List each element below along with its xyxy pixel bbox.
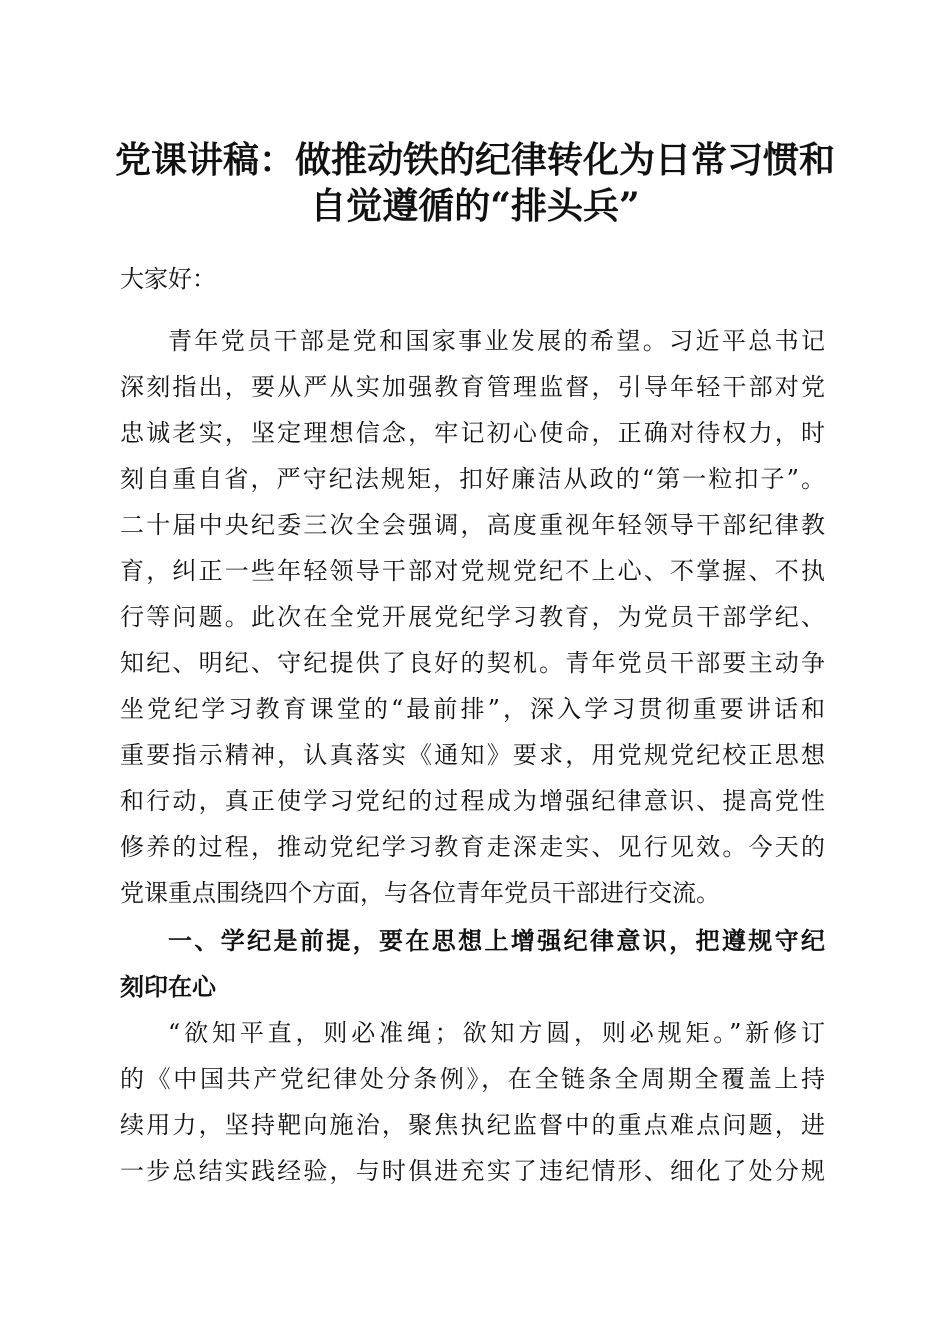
paragraph-line: 育，纠正一些年轻领导干部对党规党纪不上心、不掌握、不执 [120, 557, 825, 585]
paragraph-line: 青年党员干部是党和国家事业发展的希望。习近平总书记 [168, 327, 825, 355]
paragraph-line: 知纪、明纪、守纪提供了良好的契机。青年党员干部要主动争 [120, 649, 825, 677]
paragraph-line: 续用力，坚持靶向施治，聚焦执纪监督中的重点难点问题，进 [120, 1111, 825, 1139]
paragraph-line: 重要指示精神，认真落实《通知》要求，用党规党纪校正思想 [120, 741, 825, 769]
paragraph-line: 一步总结实践经验，与时俱进充实了违纪情形、细化了处分规 [120, 1157, 825, 1185]
document-title-line-2: 自觉遵循的“排头兵” [310, 185, 640, 227]
paragraph-line: “欲知平直，则必准绳；欲知方圆，则必规矩。”新修订 [168, 1019, 825, 1047]
paragraph-line: 和行动，真正使学习党纪的过程成为增强纪律意识、提高党性 [120, 787, 825, 815]
paragraph-line: 的《中国共产党纪律处分条例》，在全链条全周期全覆盖上持 [120, 1065, 825, 1093]
paragraph-line: 二十届中央纪委三次全会强调，高度重视年轻领导干部纪律教 [120, 511, 825, 539]
heading-line: 一、学纪是前提，要在思想上增强纪律意识，把遵规守纪 [168, 927, 825, 955]
paragraph-line: 修养的过程，推动党纪学习教育走深走实、见行见效。今天的 [120, 833, 825, 861]
paragraph-line: 忠诚老实，坚定理想信念，牢记初心使命，正确对待权力，时 [120, 419, 825, 447]
heading-line: 刻印在心 [120, 973, 216, 1001]
paragraph-line: 刻自重自省，严守纪法规矩，扣好廉洁从政的“第一粒扣子”。 [120, 465, 825, 493]
paragraph-line: 党课重点围绕四个方面，与各位青年党员干部进行交流。 [120, 879, 720, 907]
paragraph-line: 坐党纪学习教育课堂的“最前排”，深入学习贯彻重要讲话和 [120, 695, 825, 723]
greeting: 大家好： [120, 265, 216, 293]
paragraph-line: 行等问题。此次在全党开展党纪学习教育，为党员干部学纪、 [120, 603, 825, 631]
document-title-line-1: 党课讲稿：做推动铁的纪律转化为日常习惯和 [114, 139, 835, 181]
paragraph-line: 深刻指出，要从严从实加强教育管理监督，引导年轻干部对党 [120, 373, 825, 401]
